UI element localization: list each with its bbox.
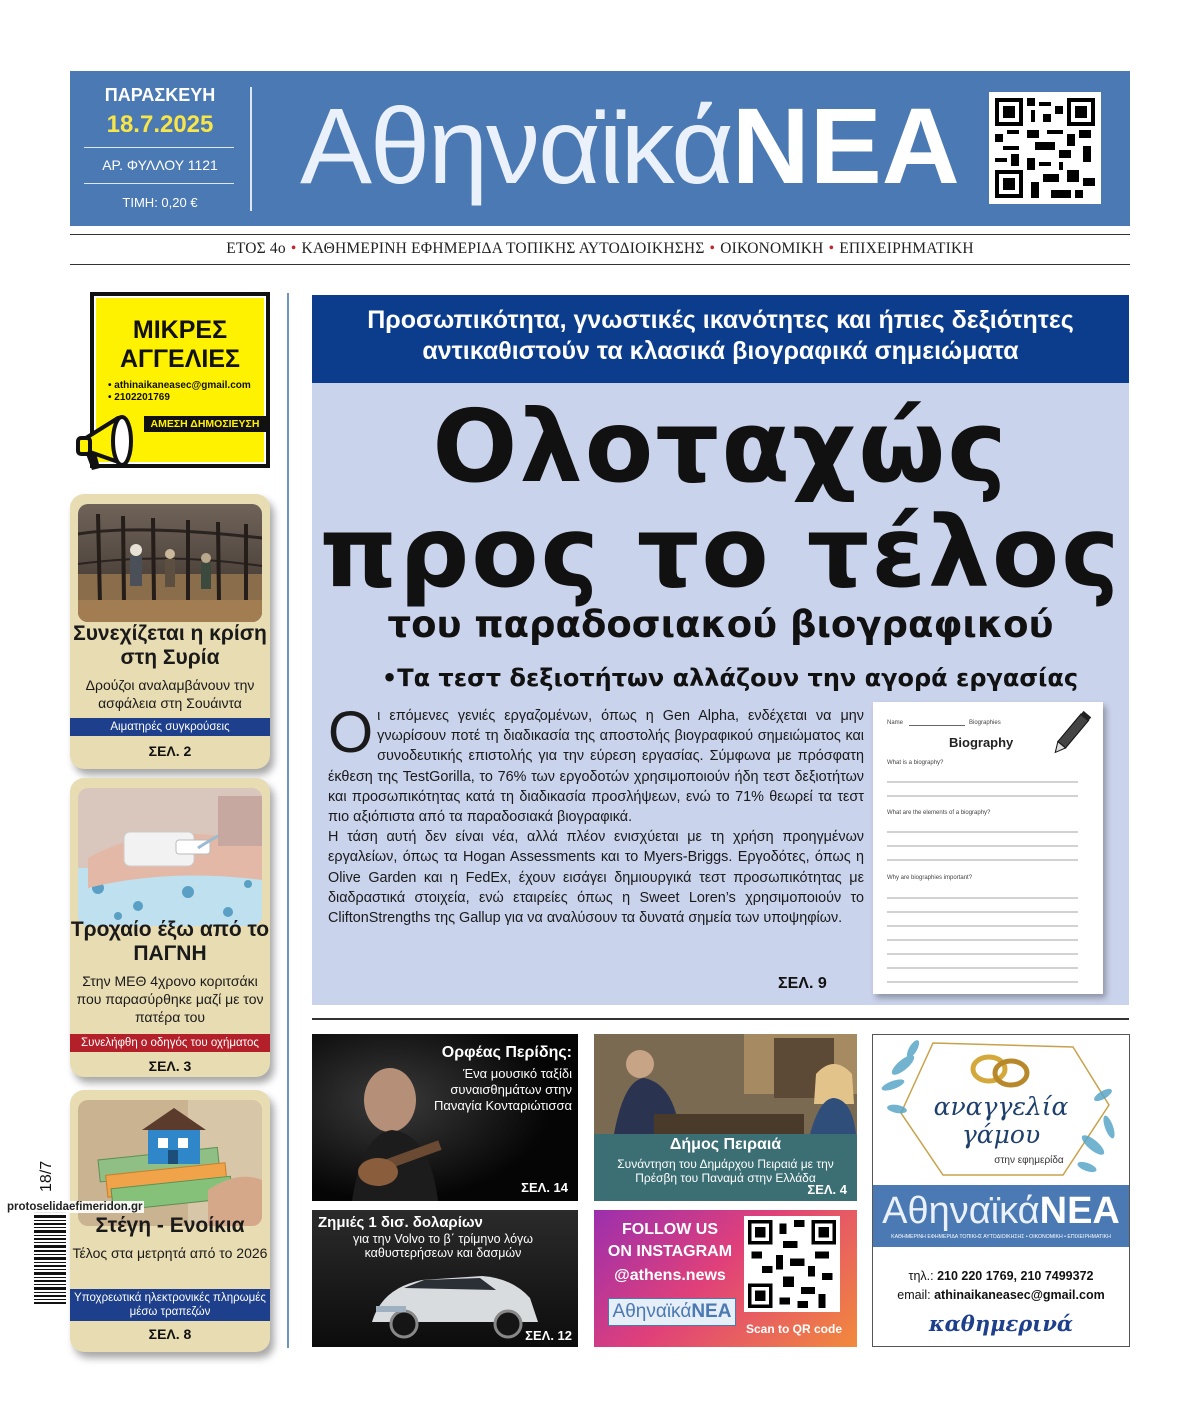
- main-headline-sub[interactable]: του παραδοσιακού βιογραφικού: [387, 603, 1054, 646]
- logo-bold: ΝΕΑ: [731, 85, 960, 206]
- barcode-icon: [34, 1208, 66, 1304]
- card-image: [78, 504, 262, 622]
- wedding-title-line: γάμου: [961, 1120, 1041, 1149]
- side-card-syria[interactable]: [70, 494, 270, 769]
- issue-price: ΤΙΜΗ: 0,20 €: [122, 195, 198, 210]
- main-page-ref[interactable]: ΣΕΛ. 9: [778, 975, 827, 992]
- ad-phone-row: [873, 1269, 1129, 1283]
- worksheet-question: Why are biographies important?: [887, 875, 973, 881]
- tile-volvo[interactable]: [312, 1210, 578, 1347]
- ad-email[interactable]: athinaikaneasec@gmail.com: [934, 1288, 1105, 1302]
- article-paragraph: ι επόμενες γενιές εργαζομένων, όπως η Gen Alpha, ενδέχεται να μην γνωρίσουν ποτέ τη διαδικασία της αποστολής βιογραφικού σημειώματος και συνοδευτικής επιστολής για την εύρεση εργασίας. Σύμφωνα με πρόσφατη έκθεση της TestGorilla, το 76% των εργοδοτών χρησιμοποιούν ήδη τεστ δεξιοτήτων και προσωπικότητας κατά τη διαδικασία προσλήψεων, ενώ το 71% θεωρεί τα τεστ πιο αξιόπιστα από τα παραδοσιακά βιογραφικά.: [328, 708, 864, 826]
- megaphone-icon: [72, 410, 138, 476]
- logo-bold: ΝΕΑ: [1039, 1190, 1120, 1232]
- classifieds-box[interactable]: [72, 292, 270, 477]
- card-subtitle: Τέλος στα μετρητά από το 2026: [72, 1245, 268, 1261]
- spine-date: 18/7: [38, 1160, 55, 1192]
- dropcap: Ο: [328, 700, 374, 765]
- masthead-rule: [84, 183, 234, 184]
- ad-phones: 210 220 1769, 210 7499372: [937, 1269, 1094, 1283]
- rings-icon: [973, 1057, 1027, 1085]
- masthead-info: [70, 71, 250, 226]
- qr-code-icon[interactable]: [989, 92, 1101, 204]
- card-band: Συνελήφθη ο οδηγός του οχήματος: [70, 1034, 270, 1052]
- newspaper-logo[interactable]: [300, 81, 960, 211]
- ad-daily: καθημερινά: [928, 1311, 1074, 1336]
- tile-page-ref: ΣΕΛ. 12: [525, 1328, 572, 1343]
- wedding-subtitle: στην εφημερίδα: [994, 1155, 1064, 1166]
- classifieds-title-line: ΜΙΚΡΕΣ: [132, 316, 228, 344]
- worksheet-title: Biography: [949, 735, 1014, 750]
- tagline-bar: ΕΤΟΣ 4ο • ΚΑΘΗΜΕΡΙΝΗ ΕΦΗΜΕΡΙΔΑ ΤΟΠΙΚΗΣ ΑΥΤΟΔΙΟΙΚΗΣΗΣ • ΟΙΚΟΝΟΜΙΚΗ • ΕΠΙΧΕΙΡΗΜΑΤΙΚΗ: [70, 234, 1130, 265]
- ad-logo: [873, 1189, 1129, 1233]
- classifieds-badge: ΑΜΕΣΗ ΔΗΜΟΣΙΕΥΣΗ: [144, 416, 266, 432]
- instagram-line: ON INSTAGRAM: [607, 1243, 733, 1260]
- instagram-scan-label: Scan to QR code: [745, 1322, 843, 1336]
- ad-logo-band: [873, 1185, 1129, 1247]
- card-page-ref: ΣΕΛ. 8: [148, 1326, 192, 1342]
- card-page-ref: ΣΕΛ. 2: [148, 743, 192, 759]
- tile-text: Ένα μουσικό ταξίδι συναισθημάτων στην Παναγία Κονταριώτισσα: [434, 1066, 572, 1113]
- masthead: [70, 71, 1130, 226]
- watermark: protoselidaefimeridon.gr: [7, 1201, 143, 1213]
- pencil-icon: [1051, 711, 1091, 756]
- tile-image: [594, 1034, 857, 1134]
- card-image: [78, 788, 262, 926]
- main-kicker[interactable]: Προσωπικότητα, γνωστικές ικανότητες και ήπιες δεξιότητες αντικαθιστούν τα κλασικά βιογραφικά σημειώματα: [312, 295, 1129, 383]
- issue-number: ΑΡ. ΦΥΛΛΟΥ 1121: [102, 157, 218, 173]
- spine: [30, 1150, 70, 1350]
- tile-title: Δήμος Πειραιά: [669, 1136, 782, 1153]
- masthead-rule: [84, 147, 234, 148]
- classifieds-title: [96, 316, 264, 374]
- tagline-item: ΚΑΘΗΜΕΡΙΝΗ ΕΦΗΜΕΡΙΔΑ ΤΟΠΙΚΗΣ ΑΥΤΟΔΙΟΙΚΗΣΗΣ: [301, 240, 705, 257]
- masthead-divider: [250, 87, 252, 211]
- tagline-item: ΟΙΚΟΝΟΜΙΚΗ: [720, 240, 824, 257]
- ad-email-label: email:: [897, 1288, 931, 1302]
- main-headline[interactable]: Ολοταχώς: [432, 388, 1009, 505]
- ad-logo-tagline: ΚΑΘΗΜΕΡΙΝΗ ΕΦΗΜΕΡΙΔΑ ΤΟΠΙΚΗΣ ΑΥΤΟΔΙΟΙΚΗΣΗΣ • ΟΙΚΟΝΟΜΙΚΗ • ΕΠΙΧΕΙΡΗΜΑΤΙΚΗ: [891, 1234, 1111, 1240]
- tile-music[interactable]: [312, 1034, 578, 1201]
- issue-date: 18.7.2025: [106, 111, 214, 138]
- classifieds-title-line: ΑΓΓΕΛΙΕΣ: [119, 345, 241, 373]
- instagram-line: FOLLOW US: [622, 1221, 718, 1238]
- wedding-title: [873, 1093, 1129, 1149]
- wedding-ad[interactable]: [872, 1034, 1130, 1347]
- instagram-handle[interactable]: @athens.news: [614, 1267, 726, 1284]
- column-divider: [287, 293, 289, 1348]
- qr-code-icon[interactable]: [744, 1216, 840, 1312]
- card-subtitle: Δρούζοι αναλαμβάνουν την ασφάλεια στη Σουάιντα: [85, 677, 255, 711]
- tile-instagram[interactable]: [594, 1210, 857, 1347]
- card-band: Αιματηρές συγκρούσεις: [70, 718, 270, 736]
- biography-worksheet: [873, 702, 1103, 994]
- ad-phone-label: τηλ.:: [908, 1269, 934, 1283]
- card-title: Στέγη - Ενοίκια: [95, 1214, 245, 1237]
- side-card-accident[interactable]: [70, 778, 270, 1077]
- classifieds-phone: • 2102201769: [108, 392, 170, 403]
- wedding-title-line: αναγγελία: [933, 1092, 1069, 1121]
- logo-bold: ΝΕΑ: [691, 1301, 732, 1322]
- logo-light: Αθηναϊκά: [300, 85, 732, 206]
- article-paragraph: Η τάση αυτή δεν είναι νέα, αλλά πλέον ενισχύεται με τη χρήση προηγμένων εργαλείων, όπως τα Hogan Assessments και το Myers-Briggs. Εργοδότες, όπως η Olive Garden και η FedEx, έχουν εισάγει δημιουργικά τεστ προσωπικότητας με διαδραστικά στοιχεία, ενώ εταιρείες όπως η Sweet Loren’s χρησιμοποιούν το CliftonStrengths της Gallup για να αναλύσουν τα δυνατά σημεία των υποψηφίων.: [328, 829, 864, 927]
- logo-light: Αθηναϊκά: [612, 1301, 692, 1322]
- logo-light: Αθηναϊκά: [882, 1190, 1040, 1232]
- card-subtitle: Στην ΜΕΘ 4χρονο κοριτσάκι που παρασύρθηκε μαζί με τον πατέρα του: [76, 973, 264, 1025]
- card-title: Τροχαίο έξω από το ΠΑΓΝΗ: [70, 918, 270, 965]
- card-title: Συνεχίζεται η κρίση στη Συρία: [73, 622, 267, 669]
- side-card-rent[interactable]: [70, 1090, 270, 1352]
- tile-page-ref: ΣΕΛ. 4: [807, 1182, 847, 1197]
- card-band: Υποχρεωτικά ηλεκτρονικές πληρωμές μέσω τραπεζών: [70, 1289, 270, 1321]
- card-page-ref: ΣΕΛ. 3: [148, 1058, 192, 1074]
- ad-email-row: [873, 1288, 1129, 1302]
- worksheet-lines: [873, 702, 1103, 994]
- worksheet-topic: Biographies: [969, 720, 1001, 726]
- section-rule: [312, 1018, 1129, 1020]
- worksheet-name-label: Name: [887, 720, 904, 726]
- issue-day: ΠΑΡΑΣΚΕΥΗ: [104, 85, 216, 105]
- classifieds-email: • athinaikaneasec@gmail.com: [108, 380, 251, 391]
- tile-text: για την Volvo το β΄ τρίμηνο λόγω καθυστερήσεων και δασμών: [352, 1232, 534, 1260]
- tile-page-ref: ΣΕΛ. 14: [521, 1180, 568, 1195]
- worksheet-question: What are the elements of a biography?: [887, 810, 991, 816]
- worksheet-question: What is a biography?: [887, 760, 944, 766]
- instagram-logo: [608, 1298, 736, 1326]
- main-subhead: •Τα τεστ δεξιοτήτων αλλάζουν την αγορά εργασίας: [381, 664, 1079, 692]
- tile-text: Συνάντηση του Δημάρχου Πειραιά με την Πρέσβη του Παναμά στην Ελλάδα: [617, 1157, 834, 1185]
- tile-piraeus[interactable]: [594, 1034, 857, 1201]
- main-headline[interactable]: προς το τέλος: [319, 496, 1122, 610]
- tile-title: Ζημιές 1 δισ. δολαρίων: [318, 1214, 483, 1231]
- tile-title: Ορφέας Περίδης:: [441, 1044, 572, 1061]
- tagline-item: ΕΠΙΧΕΙΡΗΜΑΤΙΚΗ: [839, 240, 974, 257]
- tagline-item: ΕΤΟΣ 4ο: [226, 240, 286, 257]
- main-article-body: [328, 700, 864, 928]
